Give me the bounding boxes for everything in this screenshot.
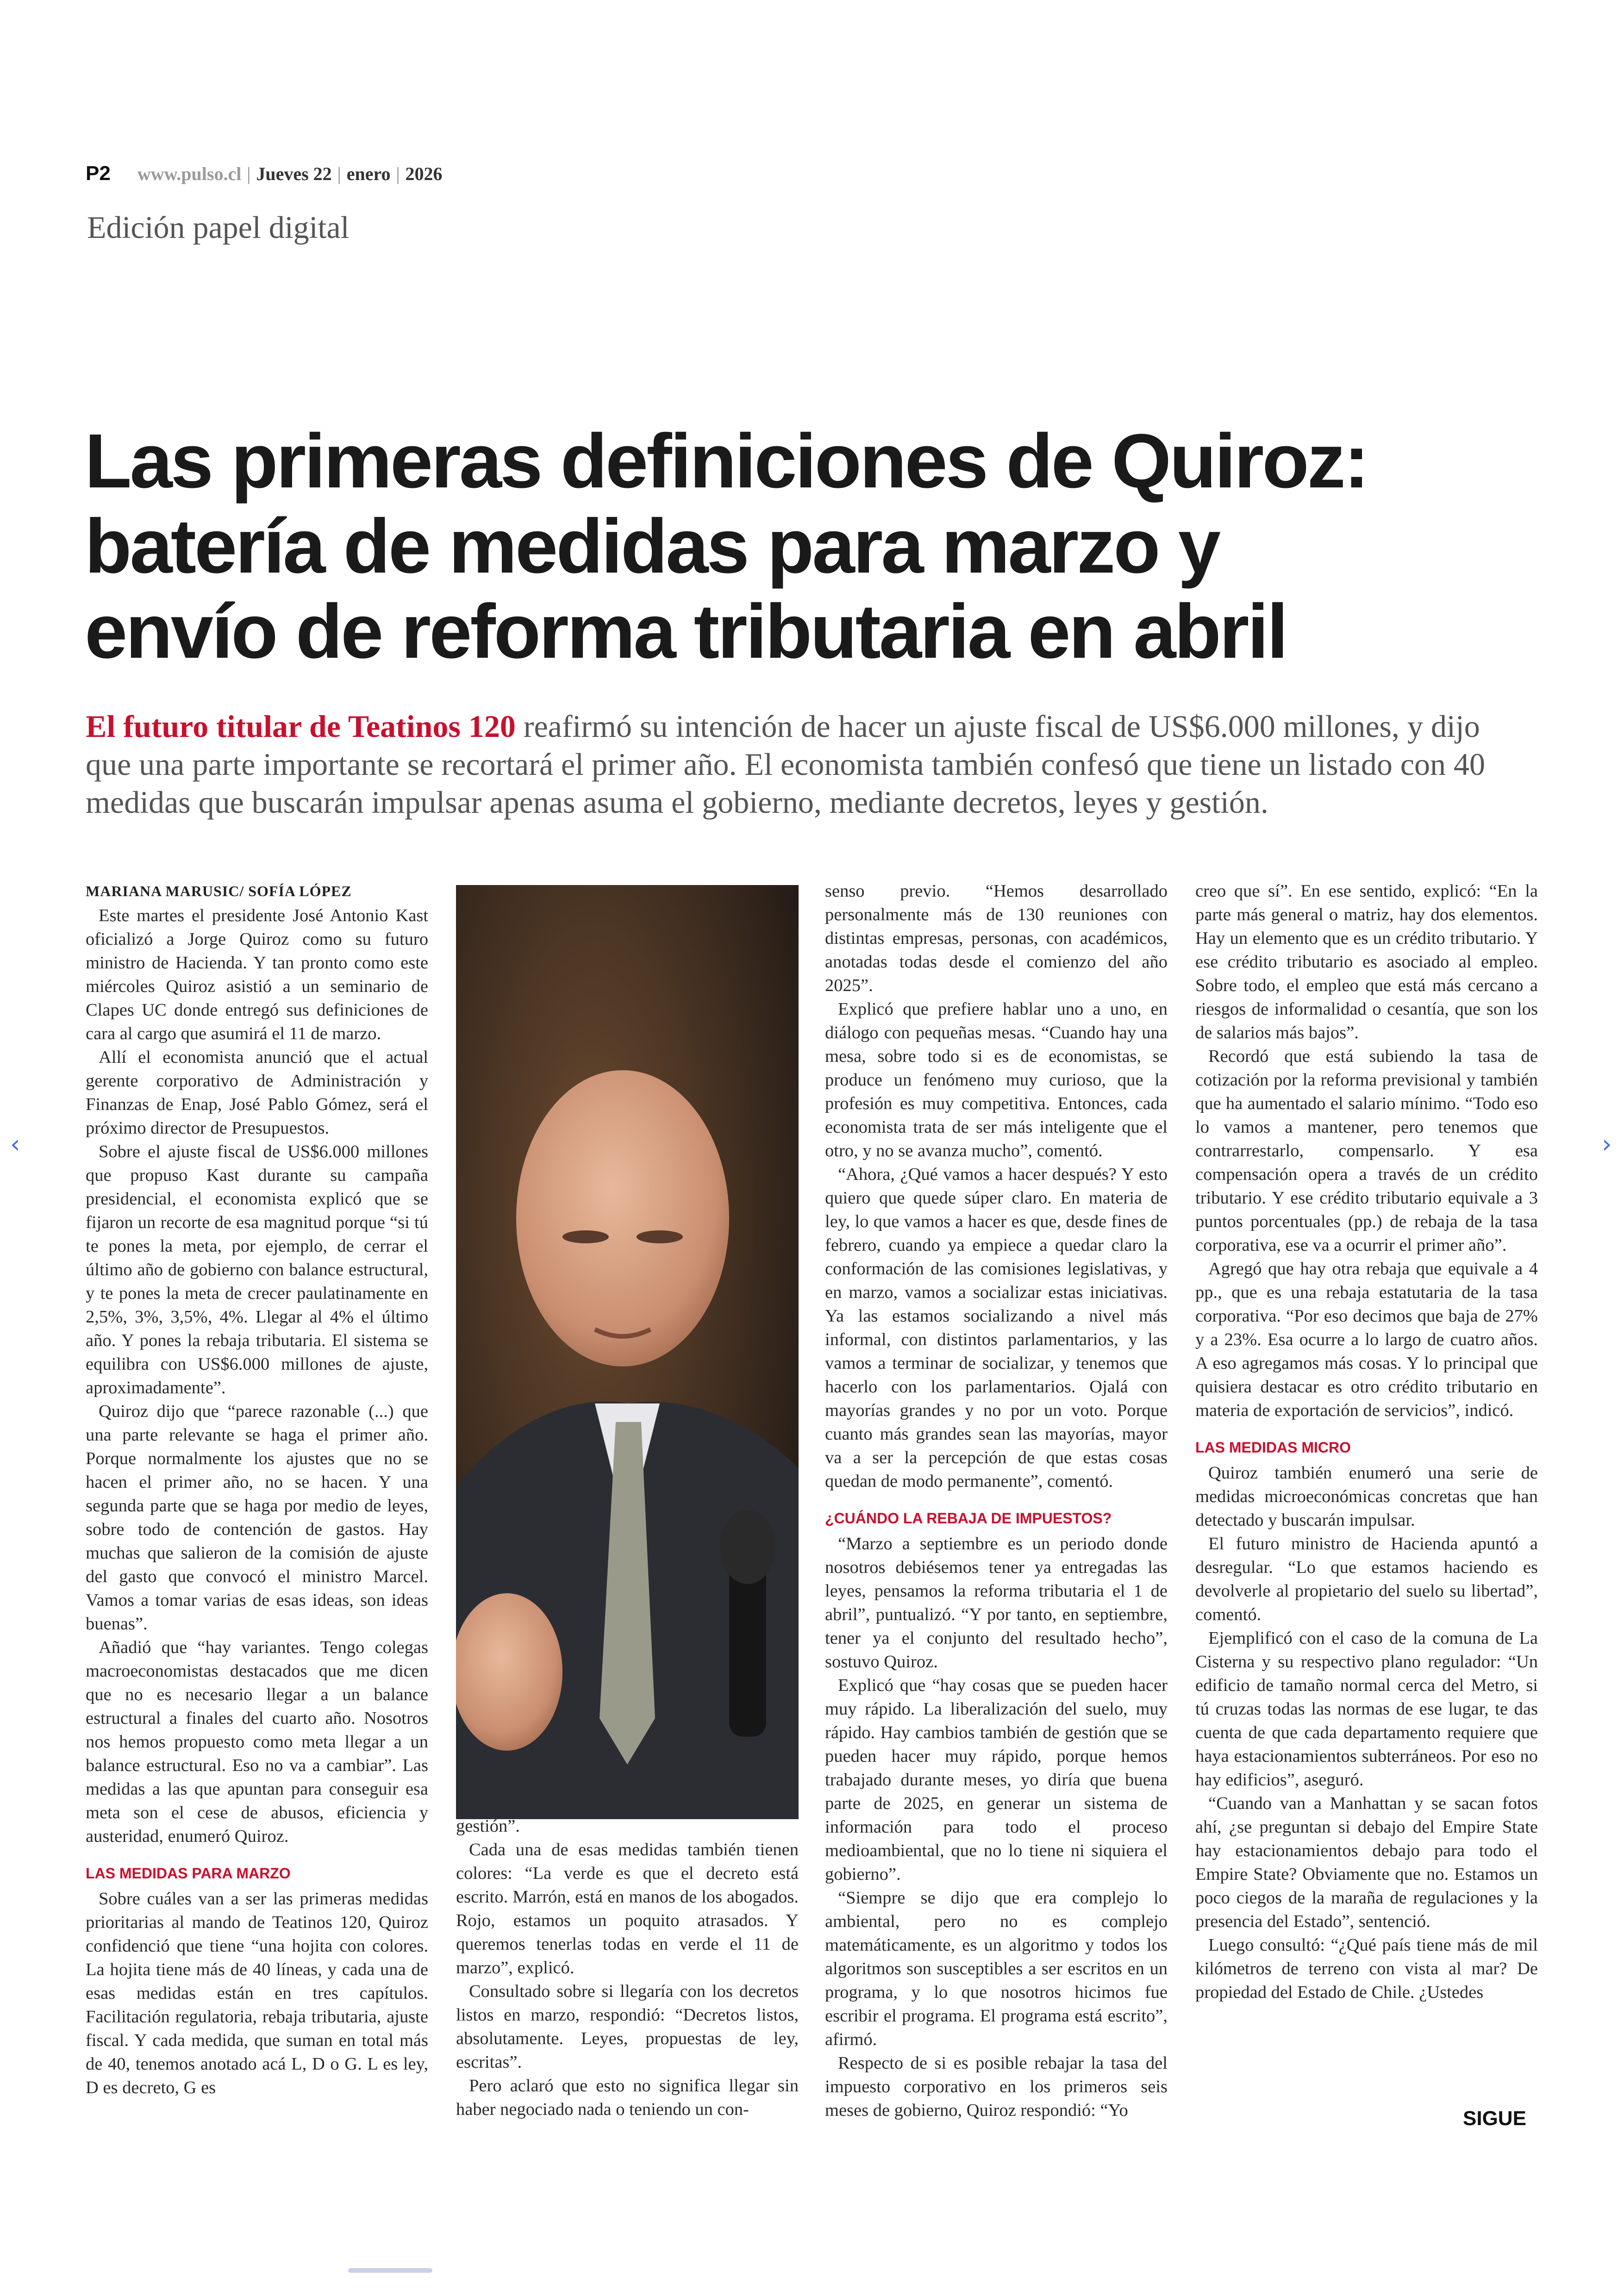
paragraph: Luego consultó: “¿Qué país tiene más de mil kilómetros de terreno con vista al mar? De propiedad del Estado de Chile. ¿Ustedes — [1195, 1935, 1538, 2002]
article-column-4 — [1195, 879, 1538, 2004]
headline-line: envío de reforma tributaria en abril — [85, 589, 1287, 674]
byline: MARIANA MARUSIC/ SOFÍA LÓPEZ — [86, 883, 352, 899]
prev-page-icon[interactable]: ‹ — [10, 1129, 20, 1159]
paragraph: Sobre cuáles van a ser las primeras medidas prioritarias al mando de Teatinos 120, Quiroz confidenció que tiene “una hojita con colores. La hojita tiene más de 40 líneas, y cada una de esas medidas están en tres capítulos. Facilitación regulatoria, rebaja tributaria, ajuste fiscal. Y cada medida, que suman en total más de 40, tenemos anotado acá L, D o G. L es ley, D es decreto, G es — [86, 1889, 428, 2097]
paragraph: “Siempre se dijo que era complejo lo ambiental, pero no es complejo matemáticamente, es un algoritmo y todos los algoritmos son susceptibles a ser escritos en un programa, y lo que nosotros hicimos fue escribir el programa. El programa está escrito”, afirmó. — [825, 1888, 1168, 2049]
article-column-3 — [825, 879, 1168, 2122]
continues-label: SIGUE — [1463, 2107, 1526, 2130]
subhead: ¿CUÁNDO LA REBAJA DE IMPUESTOS? — [825, 1510, 1112, 1527]
paragraph: Este martes el presidente José Antonio Kast oficializó a Jorge Quiroz como su futuro ministro de Hacienda. Y tan pronto como este miércoles Quiroz asistió a un seminario de Clapes UC donde entregó sus definiciones de cara al cargo que asumirá el 11 de marzo. — [86, 906, 428, 1043]
page-number: P2 — [86, 162, 111, 185]
subhead: LAS MEDIDAS PARA MARZO — [86, 1865, 291, 1882]
paragraph: “Cuando van a Manhattan y se sacan fotos ahí, ¿se preguntan si debajo del Empire State hay estacionamientos debajo para todo el Empire State? Obviamente que no. Estamos un poco ciegos de la maraña de regulaciones y la presencia del Estado”, sentenció. — [1195, 1794, 1538, 1931]
paragraph: Explicó que prefiere hablar uno a uno, en diálogo con pequeñas mesas. “Cuando hay una mesa, sobre todo si es de economistas, se produce un fenómeno muy curioso, que la profesión es muy competitiva. Entonces, cada economista trata de ser más inteligente que el otro, y no se avanza mucho”, comentó. — [825, 999, 1168, 1160]
page-header — [86, 162, 443, 185]
portrait-illustration — [456, 885, 799, 1819]
site-url[interactable]: www.pulso.cl — [137, 163, 242, 184]
paragraph: Quiroz dijo que “parece razonable (...) que una parte relevante se haga el primer año. Porque normalmente los ajustes que no se hacen el primer año, no se hacen. Y una segunda parte que se haga por medio de leyes, sobre todo de contención de gastos. Hay muchas que salieron de la comisión de ajuste del gasto que convocó el ministro Marcel. Vamos a tomar varias de esas ideas, son ideas buenas”. — [86, 1402, 428, 1634]
paragraph: Allí el economista anunció que el actual gerente corporativo de Administración y Finanzas de Enap, José Pablo Gómez, será el próximo director de Presupuestos. — [86, 1048, 428, 1138]
portrait-photo — [456, 885, 799, 1819]
paragraph: Explicó que “hay cosas que se pueden hacer muy rápido. La liberalización del suelo, muy rápido. Hay cambios también de gestión que se pueden hacer muy rápido, porque hemos trabajado durante meses, yo diría que buena parte de 2025, en generar un sistema de información para todo el proceso medioambiental, que no lo tiene ni siquiera el gobierno”. — [825, 1676, 1168, 1884]
headline-line: Las primeras definiciones de Quiroz: — [85, 418, 1368, 504]
paragraph: “Marzo a septiembre es un periodo donde nosotros debiésemos tener ya entregadas las leyes, pensamos la reforma tributaria el 1 de abril”, puntualizó. “Y por tanto, en septiembre, tener ya el conjunto del resultado hecho”, sostuvo Quiroz. — [825, 1534, 1168, 1671]
paragraph: Consultado sobre si llegaría con los decretos listos en marzo, respondió: “Decretos listos, absolutamente. Leyes, propuestas de ley, escritas”. — [456, 1982, 799, 2072]
edition-label: Edición papel digital — [87, 210, 350, 245]
deck — [86, 707, 1530, 821]
paragraph: El futuro ministro de Hacienda apuntó a desregular. “Lo que estamos haciendo es devolverle al propietario del suelo su libertad”, comentó. — [1195, 1534, 1538, 1624]
paragraph: Cada una de esas medidas también tienen colores: “La verde es que el decreto está escrito. Marrón, está en manos de los abogados. Rojo, estamos un poquito atrasados. Y queremos tenerlas todas en verde el 11 de marzo”, explicó. — [456, 1840, 799, 1977]
paragraph: “Ahora, ¿Qué vamos a hacer después? Y esto quiero que quede súper claro. En materia de ley, lo que vamos a hacer es que, desde fines de febrero, cuando ya empiece a quedar claro la conformación de las comisiones legislativas, y en marzo, vamos a socializar estas iniciativas. Ya las estamos socializando a nivel más informal, con distintos parlamentarios, y las vamos a terminar de socializar, y tenemos que hacerlo con los parlamentarios. Ojalá con mayorías grandes y no por un voto. Porque cuanto más grandes sean las mayorías, mayor va a ser la percepción de que estas cosas quedan de modo permanente”, comentó. — [825, 1165, 1168, 1491]
paragraph: Ejemplificó con el caso de la comuna de La Cisterna y su respectivo plano regulador: “Un edificio de tamaño normal cerca del Metro, si tú cruzas todas las normas de ese lugar, te das cuenta de que cada departamento requiere que haya estacionamientos subterráneos. Por eso no hay edificios”, aseguró. — [1195, 1628, 1538, 1790]
horizontal-scrollbar[interactable] — [348, 2268, 432, 2273]
headline — [85, 419, 1566, 674]
headline-line: batería de medidas para marzo y — [85, 504, 1219, 589]
header-separator: | — [247, 163, 251, 184]
paragraph: Recordó que está subiendo la tasa de cotización por la reforma previsional y también que ha aumentado el salario mínimo. “Todo eso lo vamos a mantener, pero tenemos que contrarrestarlo, compensarlo. Y esa compensación opera a través de un crédito tributario. Y ese crédito tributario equivale a 3 puntos porcentuales (pp.) de rebaja de la tasa corporativa, ese va a ocurrir el primer año”. — [1195, 1047, 1538, 1255]
header-separator: | — [337, 163, 341, 184]
header-year: 2026 — [405, 163, 443, 184]
paragraph: Sobre el ajuste fiscal de US$6.000 millones que propuso Kast durante su campaña presidencial, el economista explicó que se fijaron un recorte de esa magnitud porque “si tú te pones la meta, por ejemplo, de cerrar el último año de gobierno con balance estructural, y te pones la meta de crecer paulatinamente en 2,5%, 3%, 3,5%, 4%. Llegar al 4% el último año. Y pones la rebaja tributaria. El sistema se equilibra con US$6.000 millones de ajuste, aproximadamente”. — [86, 1142, 428, 1397]
deck-lead: El futuro titular de Teatinos 120 — [86, 709, 516, 744]
paragraph: Quiroz también enumeró una serie de medidas microeconómicas concretas que han detectado y buscarán impulsar. — [1195, 1463, 1538, 1530]
paragraph: Pero aclaró que esto no significa llegar sin haber negociado nada o teniendo un con- — [456, 2076, 799, 2119]
paragraph: Añadió que “hay variantes. Tengo colegas macroeconomistas destacados que me dicen que no es necesario llegar a un balance estructural a finales del cuarto año. Nosotros nos hemos propuesto como meta llegar a un balance estructural. Eso no va a cambiar”. Las medidas a las que apuntan para conseguir esa meta son el cese de abusos, eficiencia y austeridad, enumeró Quiroz. — [86, 1638, 428, 1846]
header-day: Jueves 22 — [256, 163, 332, 184]
paragraph: creo que sí”. En ese sentido, explicó: “En la parte más general o matriz, hay dos elementos. Hay un elemento que es un crédito tributario. Y ese crédito tributario es asociado al empleo. Sobre todo, el empleo que está más cercano a riesgos de informalidad o cesantía, que son los de salarios más bajos”. — [1195, 881, 1538, 1042]
article-column-1 — [86, 879, 428, 2100]
deck-text: reafirmó su intención de hacer un ajuste fiscal de US$6.000 millones, y dijo que una parte importante se recortará el primer año. El economista también confesó que tiene un listado con 40 medidas que buscarán impulsar apenas asuma el gobierno, mediante decretos, leyes y gestión. — [86, 709, 1486, 820]
paragraph: senso previo. “Hemos desarrollado personalmente más de 130 reuniones con distintas empresas, personas, con académicos, anotadas todas desde el comienzo del año 2025”. — [825, 881, 1168, 995]
next-page-icon[interactable]: › — [1602, 1129, 1612, 1159]
paragraph: Agregó que hay otra rebaja que equivale a 4 pp., que es una rebaja estatutaria de la tasa corporativa. “Por eso decimos que baja de 27% y a 23%. Esa ocurre a lo largo de cuatro años. A eso agregamos más cosas. Y lo principal que quisiera destacar es otro crédito tributario en materia de exportación de servicios”, indicó. — [1195, 1259, 1538, 1420]
paragraph: gestión”. — [456, 1816, 520, 1836]
article-column-2 — [456, 1815, 799, 2121]
header-month: enero — [346, 163, 391, 184]
paragraph: Respecto de si es posible rebajar la tasa del impuesto corporativo en los primeros seis meses de gobierno, Quiroz respondió: “Yo — [825, 2053, 1168, 2120]
subhead: LAS MEDIDAS MICRO — [1195, 1439, 1351, 1456]
header-separator: | — [396, 163, 400, 184]
